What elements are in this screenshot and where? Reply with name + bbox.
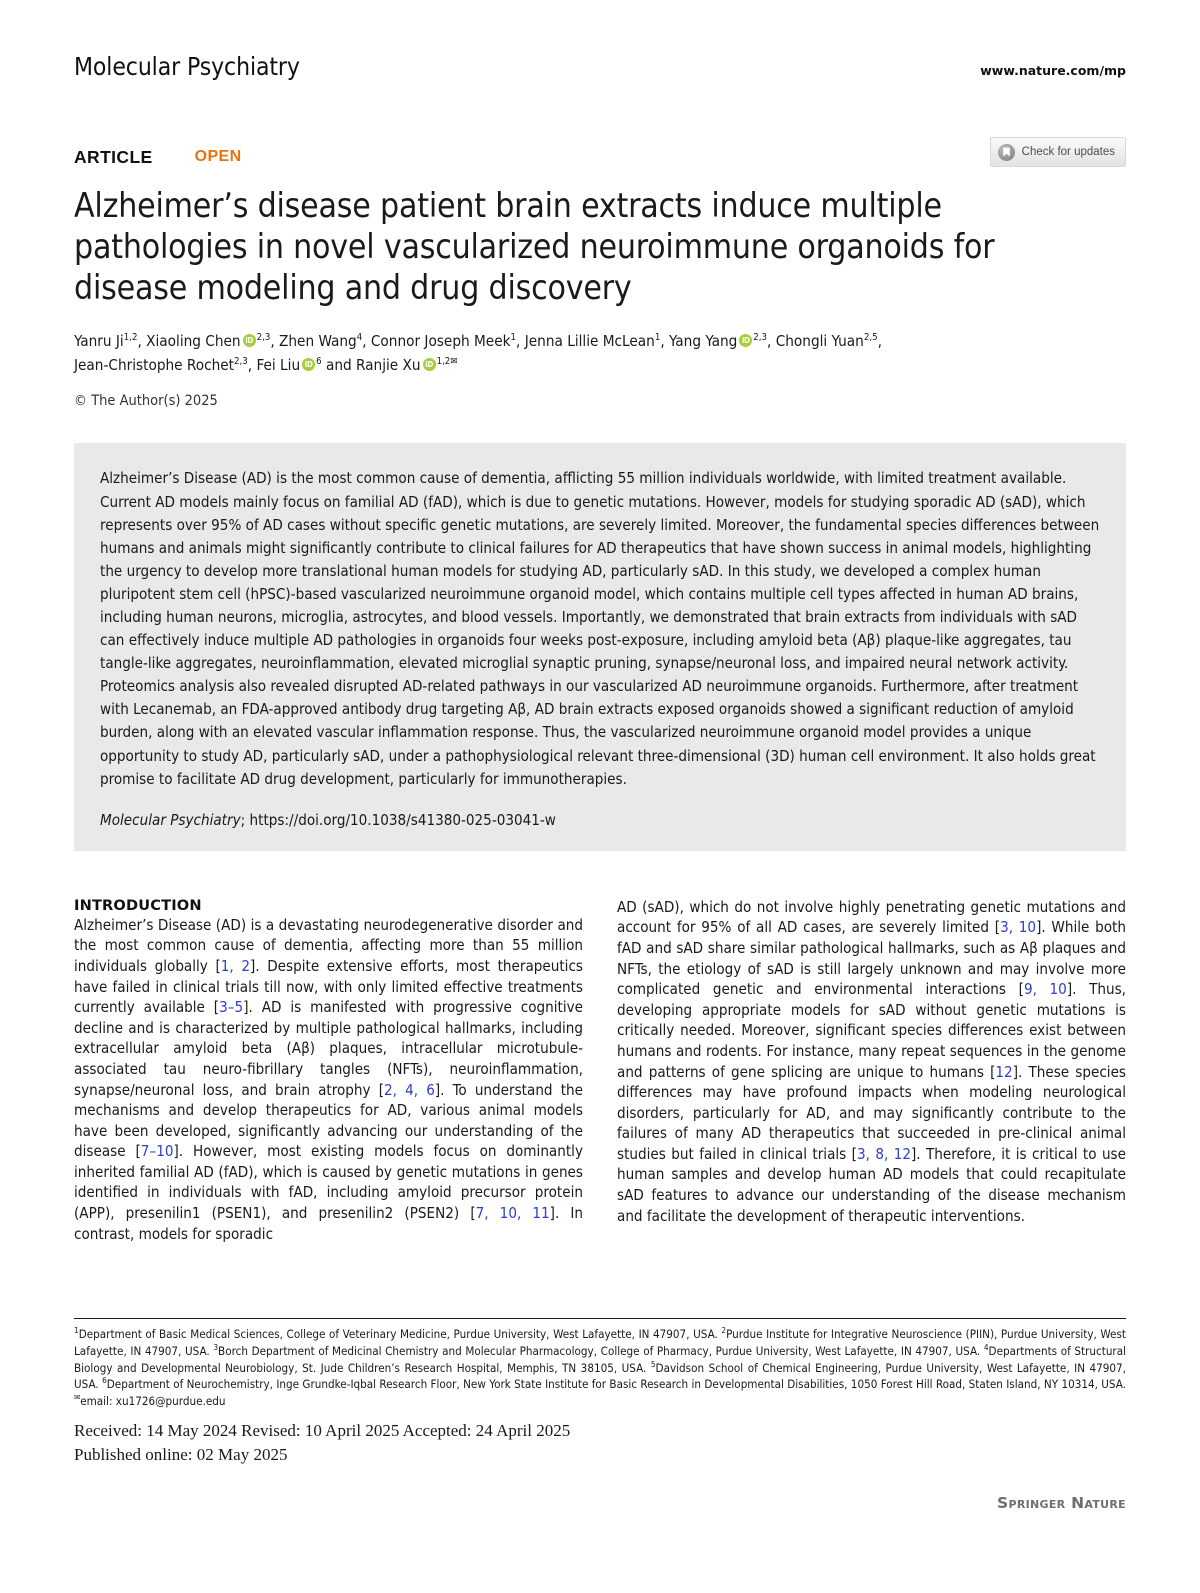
running-head (74, 0, 1126, 81)
affiliation-index: ✉ (74, 1392, 81, 1403)
article-title: Alzheimer’s disease patient brain extracts induce multiple pathologies in novel vascularized neuroimmune organoids for disease modeling and drug discovery (74, 186, 995, 307)
citation-link[interactable]: 1, 2 (220, 956, 250, 975)
abstract-citation (100, 811, 1100, 829)
affiliation-index: 2 (721, 1325, 727, 1336)
citation-link[interactable]: 9, 10 (1023, 980, 1067, 999)
introduction-paragraph-left: Alzheimer’s Disease (AD) is a devastating neurodegenerative disorder and the most common cause of dementia, affecting more than 55 million individuals globally [1, 2]. Despite extensive efforts, most therapeutics have failed in clinical trials till now, with only limited effective treatments currently available [3–5]. AD is manifested with progressive cognitive decline and is characterized by multiple pathological hallmarks, including extracellular amyloid beta (Aβ) plaques, intracellular microtubule-associated tau neuro-fibrillary tangles (NFTs), neuroinflammation, synapse/neuronal loss, and brain atrophy [2, 4, 6]. To understand the mechanisms and develop therapeutics for AD, various animal models have been developed, significantly advancing our understanding of the disease [7–10]. However, most existing models focus on dominantly inherited familial AD (fAD), which is caused by genetic mutations in genes identified in individuals with fAD, including amyloid precursor protein (APP), presenilin1 (PSEN1), and presenilin2 (PSEN2) [7, 10, 11]. In contrast, models for sporadic (74, 915, 583, 1243)
introduction-paragraph-right: AD (sAD), which do not involve highly penetrating genetic mutations and account for 95% of all AD cases, are severely limited [3, 10]. While both fAD and sAD share similar pathological hallmarks, such as Aβ plaques and NFTs, the etiology of sAD is still largely unknown and may involve more complicated genetic and environmental interactions [9, 10]. Thus, developing appropriate models for sAD without genetic mutations is critically needed. Moreover, significant species differences exist between humans and rodents. For instance, many repeat sequences in the genome and patterns of gene splicing are unique to humans [12]. These species differences may have profound impacts when modeling neurological disorders, particularly for AD, and may significantly contribute to the failures of many AD therapeutics that succeeded in pre-clinical animal studies but failed in clinical trials [3, 8, 12]. Therefore, it is critical to use human samples and develop human AD models that could recapitulate sAD features to advance our understanding of the disease mechanism and facilitate the development of therapeutic interventions. (617, 897, 1127, 1225)
check-for-updates-label: Check for updates (1021, 146, 1115, 158)
affiliation-text: Purdue Institute for Integrative Neuroscience (PIIN), Purdue University, West Lafayette, IN 47907, USA. (74, 1327, 1126, 1358)
abstract-doi-link[interactable]: ; https://doi.org/10.1038/s41380-025-03041-w (240, 810, 556, 829)
open-access-label: OPEN (194, 148, 242, 165)
introduction-heading: INTRODUCTION (74, 896, 202, 914)
affiliation-marker: 2,5 (863, 332, 878, 344)
citation-link[interactable]: 3–5 (219, 998, 244, 1017)
affiliation-index: 4 (983, 1341, 989, 1352)
author-name: Jean-Christophe Rochet (74, 355, 235, 374)
author-name: Yanru Ji (74, 332, 124, 351)
author-name: Connor Joseph Meek (370, 332, 511, 351)
affiliation-marker: 2,3 (753, 332, 768, 344)
abstract-box (74, 443, 1126, 850)
affiliations-block (74, 1326, 1126, 1410)
author-list (74, 330, 1084, 377)
journal-url[interactable]: www.nature.com/mp (980, 63, 1126, 78)
author-name: Fei Liu (256, 355, 301, 374)
author-name: Yang Yang (669, 332, 738, 351)
abstract-text: Alzheimer’s Disease (AD) is the most common cause of dementia, afflicting 55 million individuals worldwide, with limited treatment available. Current AD models mainly focus on familial AD (fAD), which is due to genetic mutations. However, models for studying sporadic AD (sAD), which represents over 95% of AD cases without specific genetic mutations, are severely limited. Moreover, the fundamental species differences between humans and animals might significantly contribute to clinical failures for AD therapeutics that have shown success in animal models, highlighting the urgency to develop more translational human models for studying AD, particularly sAD. In this study, we developed a complex human pluripotent stem cell (hPSC)-based vascularized neuroimmune organoid model, which contains multiple cell types affected in human AD brains, including human neurons, microglia, astrocytes, and blood vessels. Importantly, we demonstrated that brain extracts from individuals with sAD can effectively induce multiple AD pathologies in organoids four weeks post-exposure, including amyloid beta (Aβ) plaque-like aggregates, tau tangle-like aggregates, neuroinflammation, elevated microglial synaptic pruning, synapse/neuronal loss, and impaired neural network activity. Proteomics analysis also revealed disrupted AD-related pathways in our vascularized AD neuroimmune organoids. Furthermore, after treatment with Lecanemab, an FDA-approved antibody drug targeting Aβ, AD brain extracts exposed organoids showed a significant reduction of amyloid burden, along with an elevated vascular inflammation response. Thus, the vascularized neuroimmune organoid model provides a unique opportunity to study AD, particularly sAD, under a pathophysiological relevant three-dimensional (3D) human cell environment. It also holds great promise to facilitate AD drug development, particularly for immunotherapies. (100, 469, 1100, 788)
published-online-line: Published online: 02 May 2025 (74, 1445, 288, 1464)
affiliation-marker: 1,2 (436, 355, 451, 367)
affiliation-text: email: xu1726@purdue.edu (80, 1394, 226, 1409)
publication-dates (74, 1419, 570, 1467)
affiliation-index: 3 (213, 1341, 219, 1352)
affiliation-marker: 6 (316, 355, 322, 367)
footnote-divider (74, 1318, 1126, 1319)
article-type-row (74, 143, 1126, 171)
affiliation-marker: 1 (654, 332, 661, 344)
citation-link[interactable]: 12 (995, 1062, 1013, 1081)
orcid-icon[interactable] (302, 358, 315, 371)
received-revised-accepted-line: Received: 14 May 2024 Revised: 10 April 2025 Accepted: 24 April 2025 (74, 1421, 571, 1440)
author-line-1: Yanru Ji$^{1,2}$, Xiaoling Chen iD $^{2,3}$, Zhen Wang$^4$, Connor Joseph Meek$^1$, Jenna Lillie McLean$^1$, Yang Yang iD $^{2,3}$, Chongli Yuan$^{2,5}$, (74, 332, 882, 350)
affiliation-text: Borch Department of Medicinal Chemistry and Molecular Pharmacology, College of Pharmacy, Purdue University, West Lafayette, IN 47907, USA. (218, 1343, 984, 1358)
corresponding-author-envelope-icon[interactable]: ✉ (450, 355, 458, 367)
author-line-2: Jean-Christophe Rochet$^{2,3}$, Fei Liu iD $^6$ and Ranjie Xu iD $^{1,2✉}$ (74, 356, 458, 374)
author-name: Ranjie Xu (356, 355, 421, 374)
affiliation-text: Davidson School of Chemical Engineering, Purdue University, West Lafayette, IN 47907, USA. (74, 1360, 1126, 1392)
citation-link[interactable]: 3, 8, 12 (856, 1144, 911, 1163)
orcid-icon[interactable] (243, 334, 256, 347)
affiliation-index: 1 (74, 1325, 79, 1336)
publisher-logo: Springer Nature (997, 1494, 1126, 1512)
affiliation-marker: 2,3 (234, 355, 248, 367)
citation-link[interactable]: 2, 4, 6 (384, 1080, 435, 1099)
affiliation-marker: 1 (510, 332, 517, 344)
copyright-line: © The Author(s) 2025 (74, 393, 218, 410)
affiliation-text: Department of Basic Medical Sciences, College of Veterinary Medicine, Purdue University, West Lafayette, IN 47907, USA. (78, 1327, 722, 1341)
affiliation-text: Department of Neurochemistry, Inge Grundke-Iqbal Research Floor, New York State Institute for Basic Research in Developmental Disabilities, 1050 Forest Hill Road, Staten Island, NY 10314, USA. (106, 1377, 1126, 1392)
affiliation-marker: 2,3 (256, 332, 271, 344)
check-for-updates-badge[interactable] (990, 137, 1126, 167)
affiliation-index: 6 (102, 1375, 107, 1386)
orcid-icon[interactable] (739, 334, 752, 347)
orcid-icon[interactable] (423, 358, 436, 371)
body-columns (74, 897, 1126, 1245)
author-name: Jenna Lillie McLean (524, 332, 655, 351)
author-name: Zhen Wang (279, 332, 357, 351)
citation-link[interactable]: 3, 10 (1000, 918, 1037, 937)
citation-link[interactable]: 7, 10, 11 (475, 1204, 550, 1223)
bookmark-circle-icon (998, 144, 1015, 161)
affiliation-marker: 1,2 (123, 332, 138, 344)
right-column (617, 897, 1126, 1245)
citation-link[interactable]: 7–10 (140, 1142, 174, 1161)
affiliation-text: Departments of Structural Biology and Developmental Neurobiology, St. Jude Children’s Research Hospital, Memphis, TN 38105, USA. (74, 1343, 1127, 1375)
author-name: Chongli Yuan (775, 332, 864, 351)
affiliation-index: 5 (650, 1358, 656, 1369)
left-column (74, 897, 583, 1245)
abstract-journal-name: Molecular Psychiatry (100, 810, 241, 829)
author-name: Xiaoling Chen (146, 332, 241, 351)
article-type-label: ARTICLE (74, 146, 153, 167)
journal-name: Molecular Psychiatry (74, 52, 300, 81)
affiliation-marker: 4 (356, 332, 363, 344)
